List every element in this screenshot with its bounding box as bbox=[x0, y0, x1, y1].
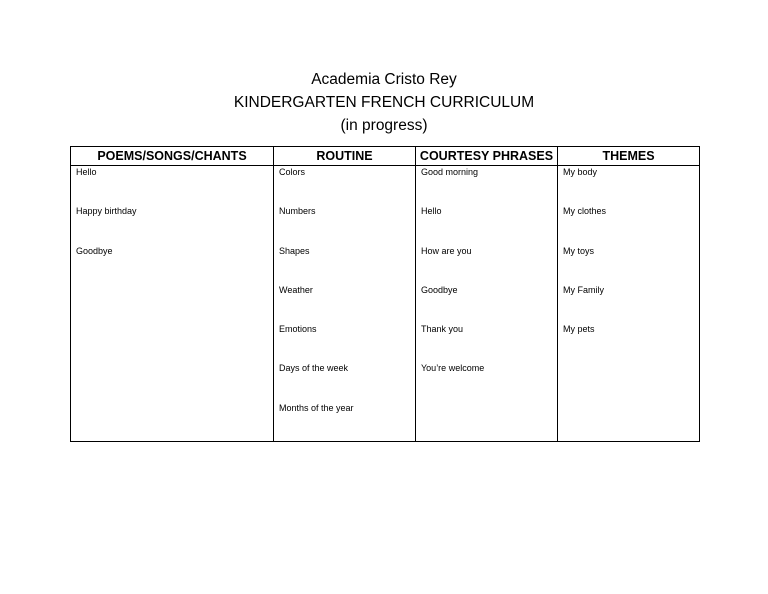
themes-list bbox=[558, 166, 699, 362]
list-item: How are you bbox=[421, 245, 472, 256]
list-item: My body bbox=[563, 167, 598, 177]
courtesy-cell bbox=[416, 166, 558, 442]
poems-list bbox=[71, 166, 273, 284]
column-header-courtesy: COURTESY PHRASES bbox=[416, 147, 558, 166]
list-item: Thank you bbox=[421, 324, 464, 335]
document-header bbox=[0, 68, 768, 137]
column-header-routine: ROUTINE bbox=[274, 147, 416, 166]
school-name: Academia Cristo Rey bbox=[311, 71, 457, 88]
list-item: Weather bbox=[279, 284, 313, 295]
poems-cell bbox=[71, 166, 274, 442]
list-item: Hello bbox=[421, 206, 442, 217]
list-item: Good morning bbox=[421, 167, 479, 177]
list-item: Days of the week bbox=[279, 363, 349, 374]
document-status: (in progress) bbox=[340, 117, 428, 134]
list-item: Happy birthday bbox=[76, 206, 137, 217]
list-item: Goodbye bbox=[421, 284, 458, 295]
list-item: My Family bbox=[563, 284, 604, 295]
document-title: KINDERGARTEN FRENCH CURRICULUM bbox=[233, 94, 535, 111]
courtesy-list bbox=[416, 166, 557, 402]
column-header-themes: THEMES bbox=[558, 147, 700, 166]
list-item: My pets bbox=[563, 324, 595, 335]
column-header-poems: POEMS/SONGS/CHANTS bbox=[71, 147, 274, 166]
curriculum-table bbox=[70, 146, 700, 442]
themes-cell bbox=[558, 166, 700, 442]
list-item: My clothes bbox=[563, 206, 607, 217]
routine-cell bbox=[274, 166, 416, 442]
list-item: Emotions bbox=[279, 324, 317, 335]
list-item: You’re welcome bbox=[421, 363, 485, 374]
list-item: Hello bbox=[76, 167, 97, 177]
list-item: My toys bbox=[563, 245, 595, 256]
table-body-row bbox=[71, 166, 700, 442]
list-item: Numbers bbox=[279, 206, 316, 217]
list-item: Colors bbox=[279, 167, 306, 177]
table-header-row bbox=[71, 147, 700, 166]
routine-list bbox=[274, 166, 415, 441]
list-item: Goodbye bbox=[76, 245, 113, 256]
list-item: Months of the year bbox=[279, 402, 354, 413]
list-item: Shapes bbox=[279, 245, 310, 256]
